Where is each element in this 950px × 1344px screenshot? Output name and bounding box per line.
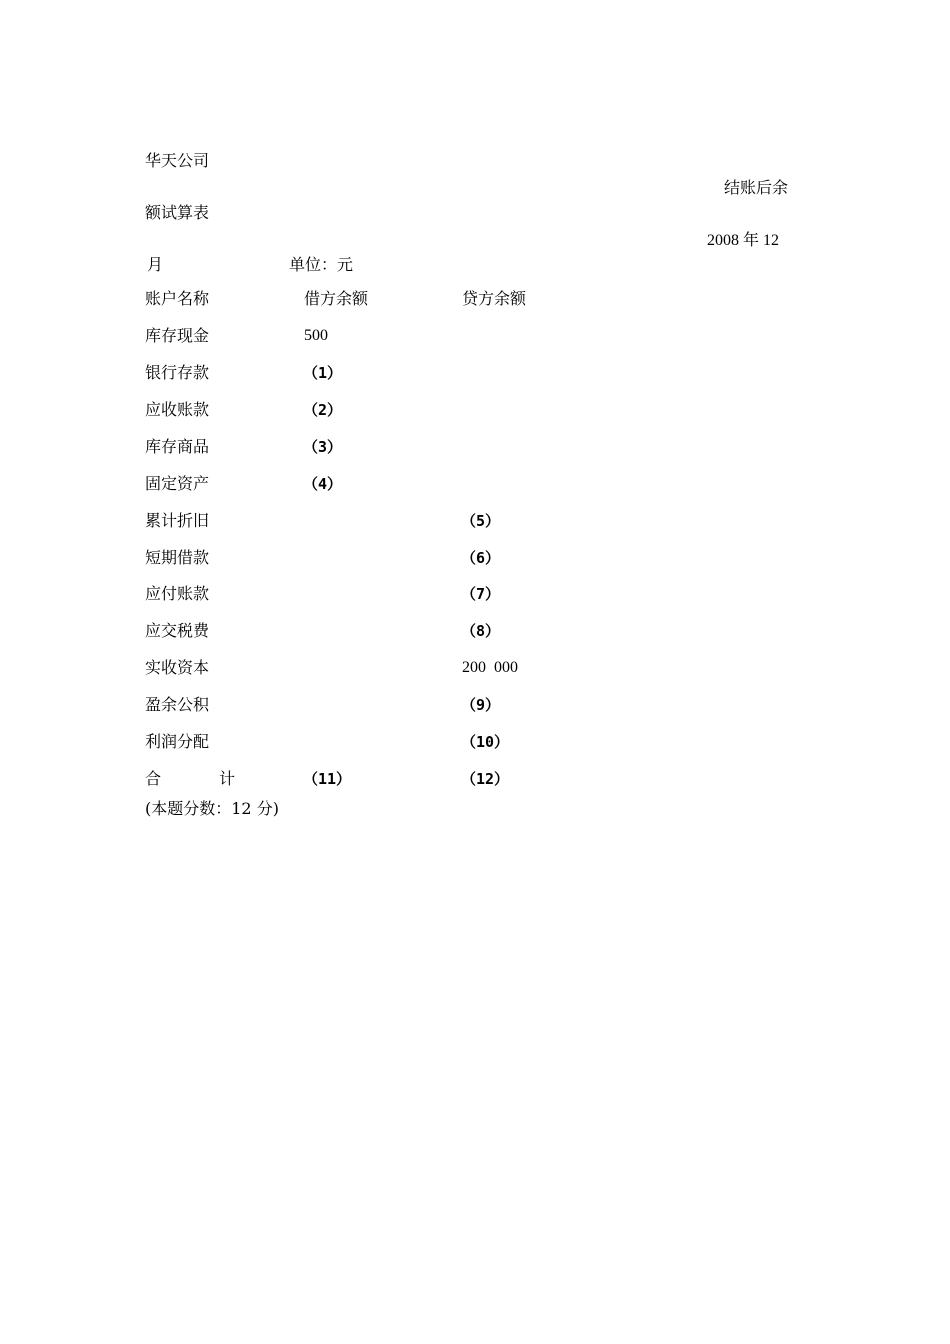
account-name: 累计折旧	[145, 511, 210, 530]
debit-value: （2）	[303, 401, 343, 419]
debit-value: 500	[304, 327, 328, 344]
credit-value: （8）	[461, 622, 501, 640]
date-part-2: 月	[147, 255, 164, 274]
credit-value: （7）	[461, 585, 501, 603]
credit-value: 200 000	[462, 659, 518, 676]
account-name: 短期借款	[145, 548, 210, 567]
header-debit: 借方余额	[304, 289, 369, 308]
credit-value: （9）	[461, 696, 501, 714]
header-credit: 贷方余额	[462, 289, 527, 308]
account-name: 盈余公积	[145, 695, 210, 714]
credit-value: （6）	[461, 549, 501, 567]
debit-value: （1）	[303, 364, 343, 382]
account-name: 应收账款	[145, 400, 210, 419]
date-part-1: 2008 年 12	[707, 232, 780, 249]
score-note: (本题分数：12 分)	[145, 799, 279, 818]
unit-label: 单位：元	[289, 255, 354, 274]
account-name: 银行存款	[145, 363, 210, 382]
debit-value: （3）	[303, 438, 343, 456]
account-name: 实收资本	[145, 658, 210, 677]
credit-value: （5）	[461, 512, 501, 530]
debit-value: （4）	[303, 475, 343, 493]
header-account: 账户名称	[145, 289, 210, 308]
title-part-1: 结账后余	[724, 178, 789, 197]
credit-value: （10）	[461, 733, 510, 751]
account-name: 应交税费	[145, 621, 210, 640]
total-credit: （12）	[461, 770, 510, 788]
company-name: 华天公司	[145, 151, 210, 170]
account-name: 固定资产	[145, 474, 210, 493]
total-debit: （11）	[303, 770, 352, 788]
total-label-2: 计	[219, 769, 236, 788]
account-name: 利润分配	[145, 732, 210, 751]
account-name: 应付账款	[145, 584, 210, 603]
account-name: 库存现金	[145, 326, 210, 345]
total-label-1: 合	[145, 769, 162, 788]
account-name: 库存商品	[145, 437, 210, 456]
title-part-2: 额试算表	[145, 203, 210, 222]
